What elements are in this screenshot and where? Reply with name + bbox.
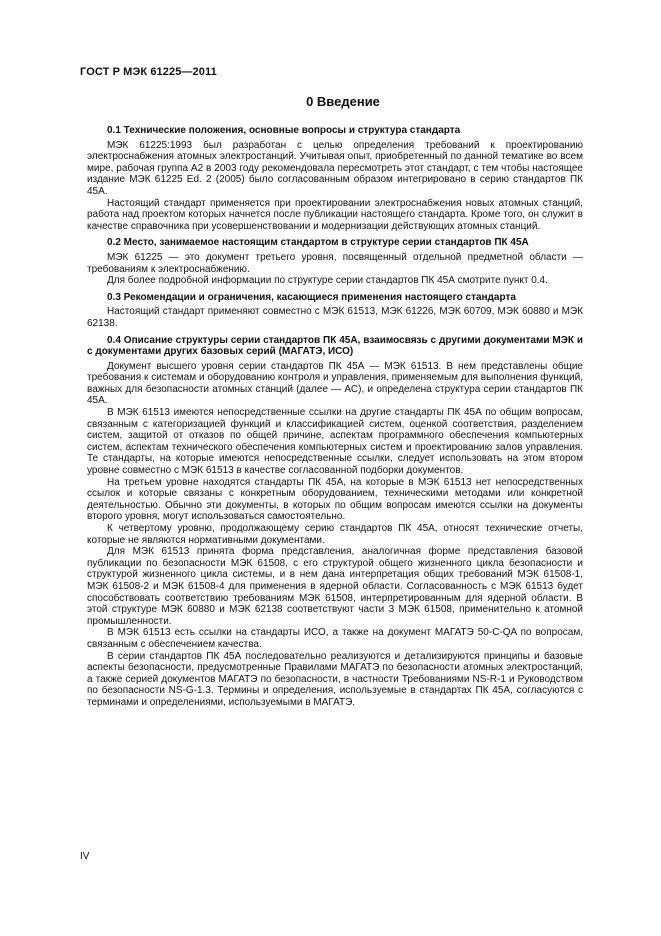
paragraph: Для более подробной информации по структуре серии стандартов ПК 45А смотрите пункт 0.4. bbox=[107, 275, 548, 287]
paragraph: Для МЭК 61513 принята форма представления, аналогичная форме представления базовой публикации по безопасности МЭК 61508, с его структурой общего жизненного цикла безопасности и структурой жизненного цикла системы, и в нем дана интерпретация общих требований МЭК 61508-1, МЭК 61508-2 и МЭК 61508-4 для применения в ядерной области. Согласованность с МЭК 61513 будет способствовать соответствию требованиям МЭК 61508, интерпретированным для ядерной области. В этой структуре МЭК 60880 и МЭК 62138 соответствуют части 3 МЭК 61508, применительно к атомной промышленности. bbox=[87, 546, 583, 627]
paragraph: Настоящий стандарт применяется при проектировании электроснабжения новых атомных станций, работа над проектом которых начнется после публикации настоящего стандарта. Кроме того, он служит в качестве справочника при усовершенствовании и модернизации действующих атомных станций. bbox=[87, 197, 583, 232]
subsection-heading: 0.3 Рекомендации и ограничения, касающиеся применения настоящего стандарта bbox=[107, 291, 516, 303]
paragraph: МЭК 61225:1993 был разработан с целью определения требований к проектированию электроснабжения атомных электростанций. Учитывая опыт, приобретенный по данной тематике во всем мире, рабочая группа А2 в 2003 году рекомендовала пересмотреть этот стандарт, с тем чтобы настоящее издание МЭК 61225 Ed. 2 (2005) было согласованным образом интегрировано в серию стандартов ПК 45А. bbox=[87, 139, 583, 197]
subsection-heading: 0.2 Место, занимаемое настоящим стандартом в структуре серии стандартов ПК 45А bbox=[107, 237, 529, 249]
paragraph: Настоящий стандарт применяют совместно с МЭК 61513, МЭК 61226, МЭК 60709, МЭК 60880 и МЭК 62138. bbox=[87, 306, 583, 329]
paragraph: К четвертому уровню, продолжающему серию стандартов ПК 45А, относят технические отчеты, которые не являются нормативными документами. bbox=[87, 523, 583, 546]
paragraph: В серии стандартов ПК 45А последовательно реализуются и детализируются принципы и базовые аспекты безопасности, предусмотренные Правилами МАГАТЭ по безопасности атомных электростанций, а также серией документов МАГАТЭ по безопасности, в частности Требованиями NS-R-1 и Руководством по безопасности NS-G-1.3. Термины и определения, используемые в стандартах ПК 45А, согласуются с терминами и определениями, используемыми в МАГАТЭ. bbox=[87, 650, 583, 708]
section-title: 0 Введение bbox=[306, 94, 380, 109]
page-number: IV bbox=[80, 851, 90, 862]
running-header: ГОСТ Р МЭК 61225—2011 bbox=[80, 66, 217, 78]
paragraph: МЭК 61225 — это документ третьего уровня, посвященный отдельной предметной области — требованиям к электроснабжению. bbox=[87, 251, 583, 275]
paragraph: В МЭК 61513 есть ссылки на стандарты ИСО, а также на документ МАГАТЭ 50-С-QA по вопросам, связанным с обеспечением качества. bbox=[87, 627, 583, 650]
paragraph: На третьем уровне находятся стандарты ПК 45А, на которые в МЭК 61513 нет непосредственных ссылок и которые связаны с конкретным оборудованием, техническими методами или конкретной деятельностью. Обычно эти документы, в которых по общим вопросам имеются ссылки на документы второго уровня, могут использоваться самостоятельно. bbox=[87, 476, 583, 523]
paragraph: Документ высшего уровня серии стандартов ПК 45А — МЭК 61513. В нем представлены общие требования к системам и оборудованию контроля и управления, применяемым для выполнения функций, важных для безопасности атомных станций (далее — АС), и определена структура серии стандартов ПК 45А. bbox=[87, 360, 583, 407]
subsection-heading: 0.4 Описание структуры серии стандартов ПК 45А, взаимосвязь с другими документами МЭК и с документами других базовых серий (МАГАТЭ, ИСО) bbox=[87, 334, 583, 358]
subsection-heading: 0.1 Технические положения, основные вопросы и структура стандарта bbox=[107, 125, 461, 136]
paragraph: В МЭК 61513 имеются непосредственные ссылки на другие стандарты ПК 45А по общим вопросам, связанным с категоризацией функций и классификацией систем, оценкой соответствия, разделением систем, защитой от отказов по общей причине, аспектам программного обеспечения компьютерных систем, аспектам технического обеспечения компьютерных систем и проектированию залов управления. Те стандарты, на которые имеются непосредственные ссылки, следует использовать на этом втором уровне совместно с МЭК 61513 в качестве согласованной подборки документов. bbox=[87, 407, 583, 477]
document-body bbox=[87, 125, 583, 709]
